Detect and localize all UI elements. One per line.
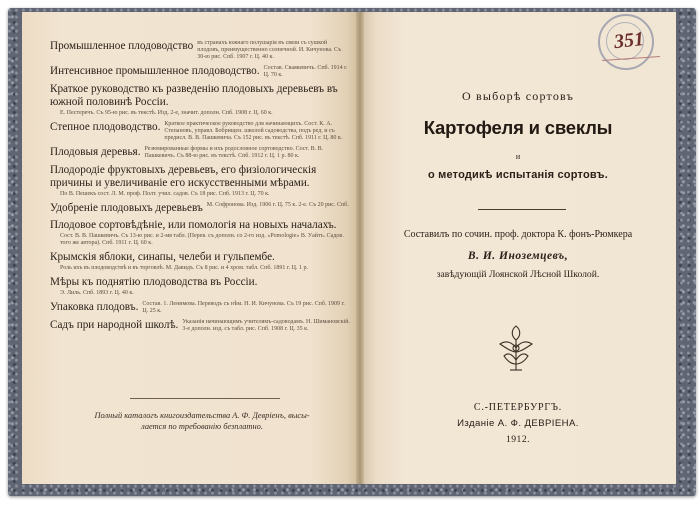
ad-entry (50, 121, 350, 142)
book-title: Картофеля и свеклы (423, 117, 613, 138)
catalog-line: лается по требованію безплатно. (141, 422, 263, 431)
ad-note: По В. Пешекъ сост. Л. М. проф. Полт. учил. садов. Съ 18 рис. Спб. 1913 г. Ц. 70 к. (60, 191, 270, 197)
ad-note: Е. Пестеречъ. Съ 95-ю рис. въ текстѣ. Изд. 2-е, значит. дополн. Спб. 1908 г. Ц. 60 к. (60, 110, 273, 116)
inventory-number: 351 (612, 28, 646, 54)
ad-note: Состав. 1. Ленимова. Переводъ съ нѣм. Н. И. Кичунова. Съ 19 рис. Спб. 1909 г. Ц. 25 к. (142, 301, 345, 314)
ad-note: Состав. Сваякевичъ. Спб. 1914 г. Ц. 70 к. (263, 65, 348, 78)
catalog-notice (62, 410, 342, 432)
author-position: завѣдующій Лоянской Лѣсной Школой. (436, 269, 600, 280)
ad-title: Промышленное плодоводство (50, 40, 194, 52)
ad-entry (50, 219, 350, 247)
ad-entry (50, 202, 350, 215)
divider-line (130, 398, 280, 399)
ad-title: Удобреніе плодовыхъ деревьевъ (50, 202, 203, 214)
author-name: В. И. Иноземцевъ, (467, 250, 569, 262)
ad-title: Крымскія яблоки, синапы, челеби и гульпембе. (50, 251, 275, 263)
ad-entry (50, 251, 350, 272)
ad-entry (50, 301, 350, 315)
ad-title: Плодородіе фруктовыхъ деревьевъ, его физіологическія причины и увеличиваніе его искусственными мѣрами. (50, 164, 317, 189)
title-conjunction: и (515, 152, 521, 161)
ad-note: Роль ихъ въ плодоводствѣ и въ торговлѣ. М. Давидъ. Съ 8 рис. и 4 хром. табл. Спб. 1891 г. Ц. 1 р. (60, 265, 309, 271)
ad-title: Интенсивное промышленное плодоводство. (50, 65, 260, 77)
ad-title: Плодовое сортовѣдѣніе, или помологія на новыхъ началахъ. (50, 219, 337, 231)
compiled-by: Составилъ по сочин. проф. доктора К. фонъ-Рюмкера (403, 229, 633, 240)
ad-entry (50, 319, 350, 333)
ad-note: Э. Лиль. Спб. 1893 г. Ц. 40 к. (60, 290, 134, 296)
ad-entry (50, 83, 350, 117)
right-page (360, 12, 676, 484)
ad-note: Краткое практическое руководство для начинающихъ. Сост. К. А. Степановъ, управл. Бобрищен. школой садоводства, подъ ред. и съ предисл. В. В. Пашкевича. Съ 152 рис. въ текстѣ. Спб. 1911 г. Ц. 80 к. (164, 121, 343, 141)
ad-note: Указанія начинающимъ учителямъ-садоводамъ. Н. Шимановскій. 3-е дополн. изд. съ табл. рис. Спб. 1908 г. Ц. 35 к. (182, 319, 350, 332)
publication-year: 1912. (505, 434, 531, 445)
title-subtitle: О выборѣ сортовъ (461, 89, 575, 103)
ad-title: Плодовыя деревья. (50, 146, 141, 158)
publisher-name: Изданіе А. Ф. ДЕВРІЕНА. (457, 418, 579, 429)
ad-entry (50, 40, 350, 61)
ad-note: М. Софронова. Изд. 1906 г. Ц. 75 к. 2-е. Съ 20 рис. Спб. (206, 202, 349, 208)
ad-entry (50, 276, 350, 297)
advertisement-list (50, 40, 350, 337)
ad-title: Краткое руководство къ разведенію плодовыхъ деревьевъ въ южной половинѣ Россіи. (50, 83, 338, 108)
book-gutter (356, 12, 364, 484)
ad-note: въ странахъ южнаго полушарія въ связи съ сушкой плодовъ, преимущественно солнечной. И. Кичунова. Съ 30-ю рис. Спб. 1907 г. Ц. 40 к. (197, 40, 342, 60)
title-method: о методикѣ испытанія сортовъ. (427, 169, 609, 181)
ad-note: Сост. В. В. Пашкевичъ. Съ 13-ю рис. и 2-мя табл. (Перев. съ дополн. со 2-го изд. «Pomologie» В. Уайтъ. Садов. того же автора). Спб. 1911 г. Ц. 60 к. (60, 233, 344, 246)
publisher-emblem-icon (494, 322, 538, 374)
ad-title: Мѣры къ поднятію плодоводства въ Россіи. (50, 276, 258, 288)
ad-title: Упаковка плодовъ. (50, 301, 139, 313)
ad-title: Садъ при народной школѣ. (50, 319, 179, 331)
ad-entry (50, 146, 350, 160)
ad-entry (50, 164, 350, 198)
ad-entry (50, 65, 350, 79)
divider-line (478, 209, 566, 210)
catalog-line: Полный каталогъ книгоиздательства А. Ф. Девріенъ, высы- (94, 411, 310, 420)
ad-note: Резюмированные формы и ихъ родословное сортоводство. Сост. В. В. Пашкевичъ. Съ 88-ю рис. въ текстѣ. Спб. 1912 г. Ц. 1 р. 80 к. (144, 146, 324, 159)
ad-title: Степное плодоводство. (50, 121, 161, 133)
publication-city: С.-ПЕТЕРБУРГЪ. (473, 402, 563, 413)
